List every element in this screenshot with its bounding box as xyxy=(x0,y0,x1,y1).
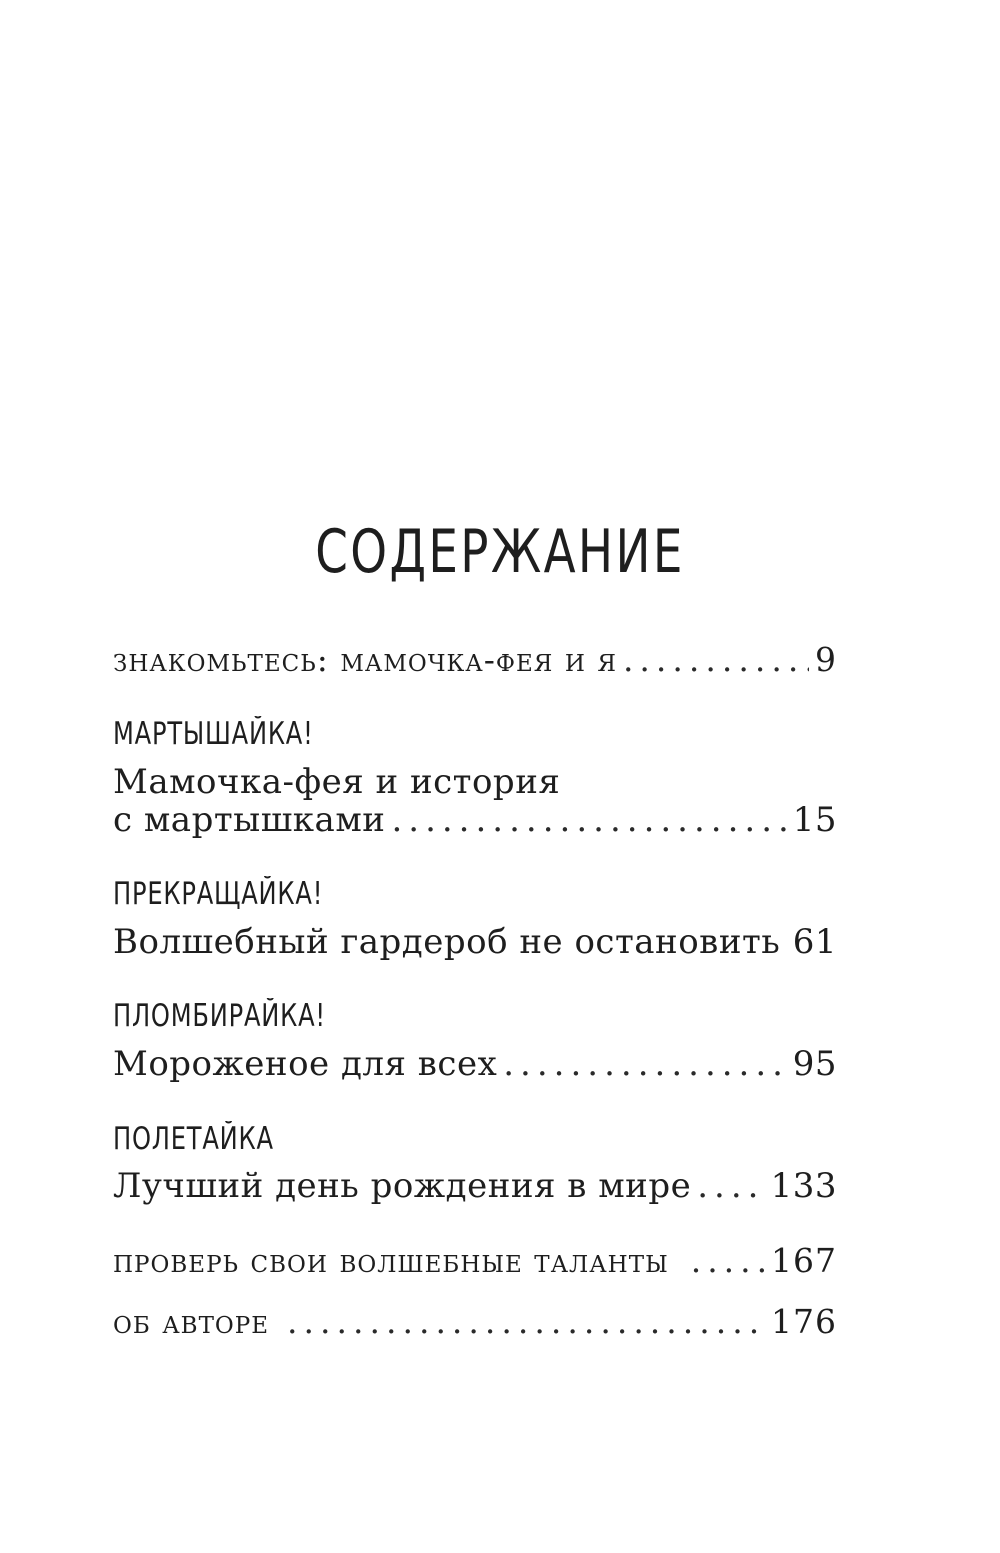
section-heading: МАРТЫШАЙКА! xyxy=(113,716,314,752)
toc-page-number: 95 xyxy=(792,1044,837,1084)
toc-page-number: 61 xyxy=(792,922,837,962)
leader-dots xyxy=(503,1044,786,1084)
leader-dots xyxy=(691,1241,765,1280)
toc-entry-chapter-3[interactable] xyxy=(113,1044,837,1084)
toc-entry-label: Лучший день рождения в мире xyxy=(113,1166,692,1206)
leader-dots xyxy=(287,1302,765,1341)
toc-page-number: 15 xyxy=(792,800,837,840)
section-heading: ПРЕКРАЩАЙКА! xyxy=(113,876,324,912)
toc-entry-label: с мартышками xyxy=(113,800,386,840)
toc-entry-label: Волшебный гардероб не остановить xyxy=(113,922,781,962)
section-heading: ПЛОМБИРАЙКА! xyxy=(113,998,326,1034)
toc-entry-label: Мороженое для всех xyxy=(113,1044,498,1084)
toc-page-number: 133 xyxy=(770,1166,837,1206)
leader-dots xyxy=(391,800,786,840)
toc-entry-extra-author[interactable] xyxy=(113,1302,837,1341)
toc-entry-extra-quiz[interactable] xyxy=(113,1241,837,1280)
toc-entry-chapter-1[interactable] xyxy=(113,800,837,840)
toc-page-number: 167 xyxy=(771,1241,837,1280)
toc-page-number: 9 xyxy=(815,640,837,679)
toc-page-number: 176 xyxy=(771,1302,837,1341)
toc-chapter-line[interactable]: Мамочка-фея и история xyxy=(113,762,561,802)
page-title: СОДЕРЖАНИЕ xyxy=(315,517,685,587)
toc-entry-label: об авторе xyxy=(113,1302,270,1341)
toc-entry-chapter-4[interactable] xyxy=(113,1166,837,1206)
toc-entry-label: знакомьтесь: мамочка-фея и я xyxy=(113,640,617,679)
leader-dots xyxy=(697,1166,764,1206)
toc-entry-label: проверь свои волшебные таланты xyxy=(113,1241,669,1280)
toc-entry-intro[interactable] xyxy=(113,640,837,679)
leader-dots xyxy=(623,640,809,679)
toc-entry-chapter-2[interactable] xyxy=(113,922,837,962)
section-heading: ПОЛЕТАЙКА xyxy=(113,1121,274,1157)
